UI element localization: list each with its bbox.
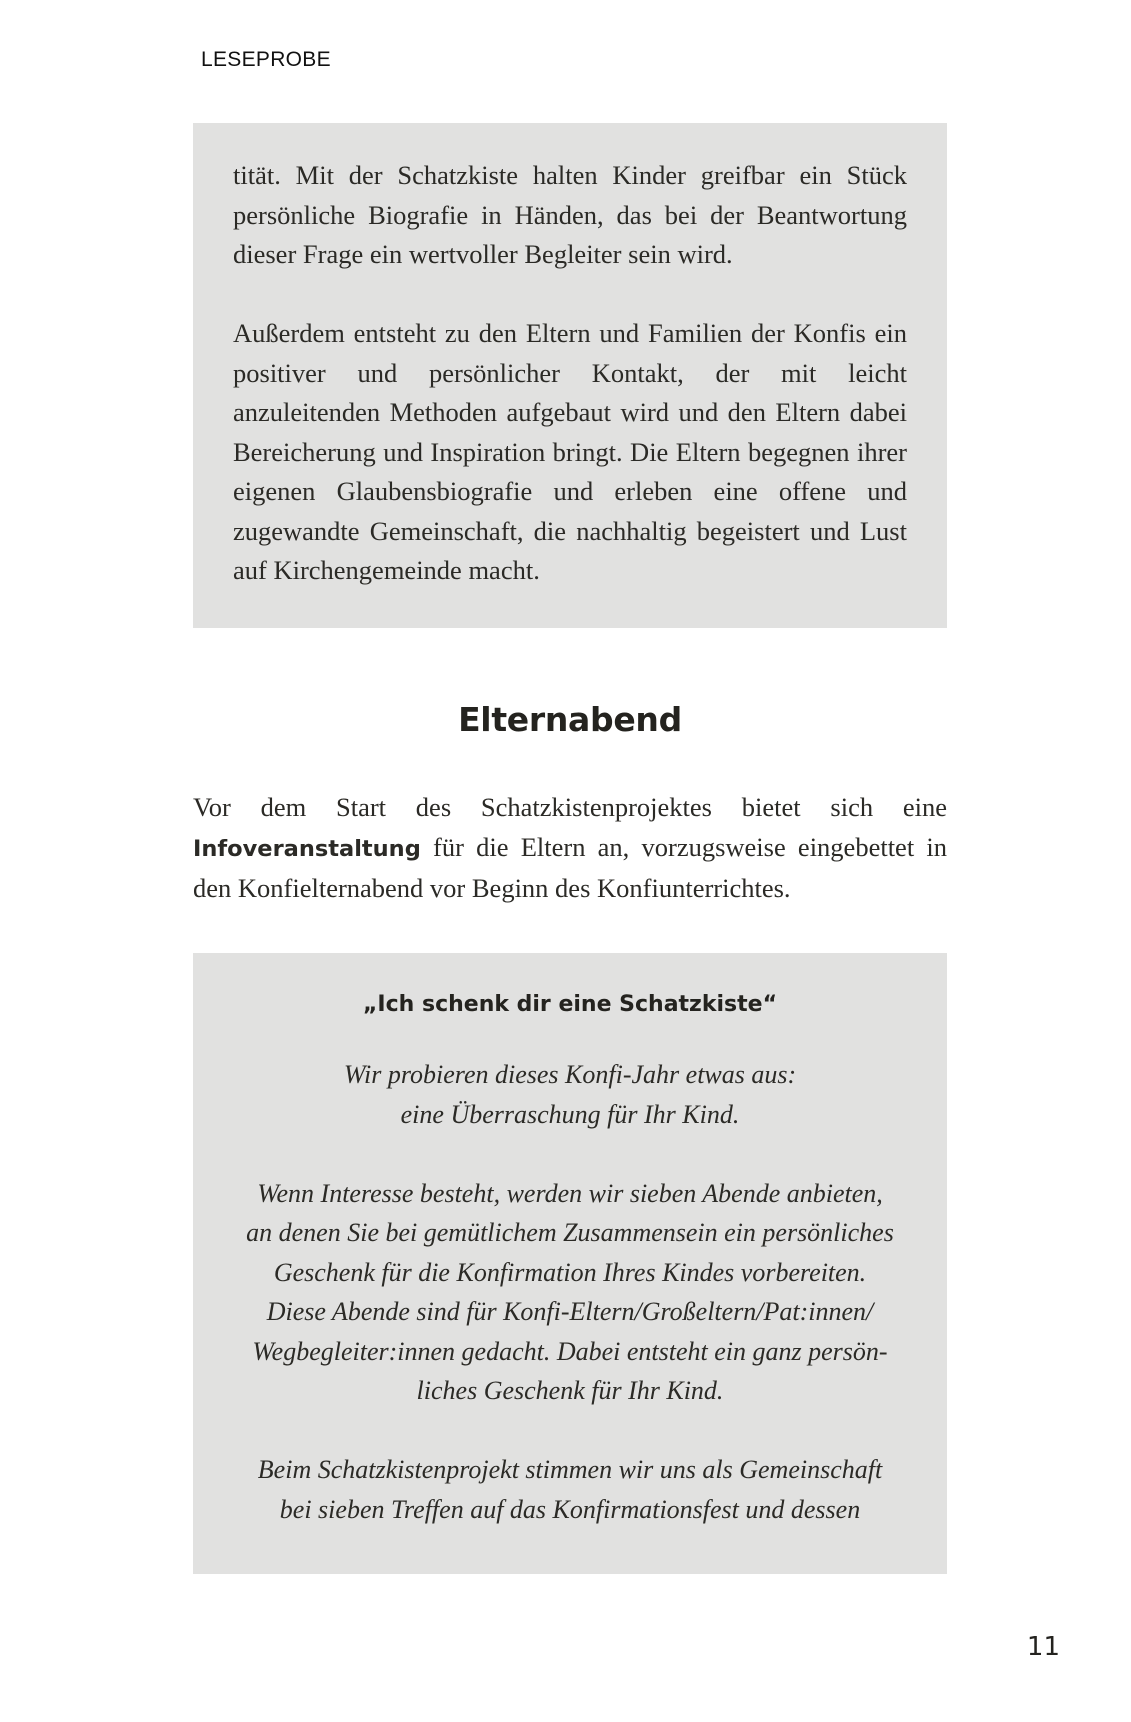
invitation-title: „Ich schenk dir eine Schatzkiste“ [362,992,778,1017]
running-header: LESEPROBE [201,48,331,71]
invitation-line: bei sieben Treffen auf das Konfirmationsfest und dessen [279,1494,861,1524]
intro-text: für die Eltern an, vorzugsweise eingebettet in den Konfielternabend vor Beginn des Konfiunterrichtes. [193,831,947,903]
page-number: 11 [1026,1632,1060,1662]
intro-bold-term: Infoveranstaltung [193,835,421,862]
invitation-line: Geschenk für die Konfirmation Ihres Kindes vorbereiten. [273,1257,867,1287]
invitation-line: eine Überraschung für Ihr Kind. [400,1099,740,1129]
invitation-line: Wegbegleiter:innen gedacht. Dabei entsteht ein ganz persön- [252,1336,888,1366]
intro-text: Vor dem Start des Schatzkistenprojektes bietet sich eine [193,792,947,822]
invitation-block-1 [223,1055,917,1134]
paragraph: Außerdem entsteht zu den Eltern und Familien der Konfis ein positiver und persönlicher Kontakt, der mit leicht anzuleitenden Methoden aufgebaut wird und den Eltern dabei Bereicherung und Inspiration bringt. Die Eltern begegnen ihrer eigenen Glaubensbiografie und erleben eine offene und zugewandte Gemeinschaft, die nachhaltig begeistert und Lust auf Kirchengemeinde macht. [233,318,907,585]
invitation-line: liches Geschenk für Ihr Kind. [416,1376,724,1405]
invitation-block-2 [223,1174,917,1411]
info-box-top [193,123,947,628]
invitation-box [193,953,947,1574]
invitation-block-3 [223,1450,917,1529]
paragraph: tität. Mit der Schatzkiste halten Kinder greifbar ein Stück persönliche Biografie in Händen, das bei der Beantwortung dieser Frage ein wertvoller Begleiter sein wird. [233,160,907,269]
invitation-line: Wenn Interesse besteht, werden wir sieben Abende anbieten, [257,1178,883,1208]
invitation-line: Beim Schatzkistenprojekt stimmen wir uns als Gemeinschaft [257,1455,883,1484]
intro-paragraph [193,788,947,909]
invitation-line: Wir probieren dieses Konfi-Jahr etwas aus: [343,1060,797,1089]
invitation-line: Diese Abende sind für Konfi-Eltern/Großeltern/Pat:innen/ [266,1297,874,1326]
section-heading: Elternabend [458,700,682,739]
invitation-line: an denen Sie bei gemütlichem Zusammensein ein persönliches [246,1218,894,1247]
